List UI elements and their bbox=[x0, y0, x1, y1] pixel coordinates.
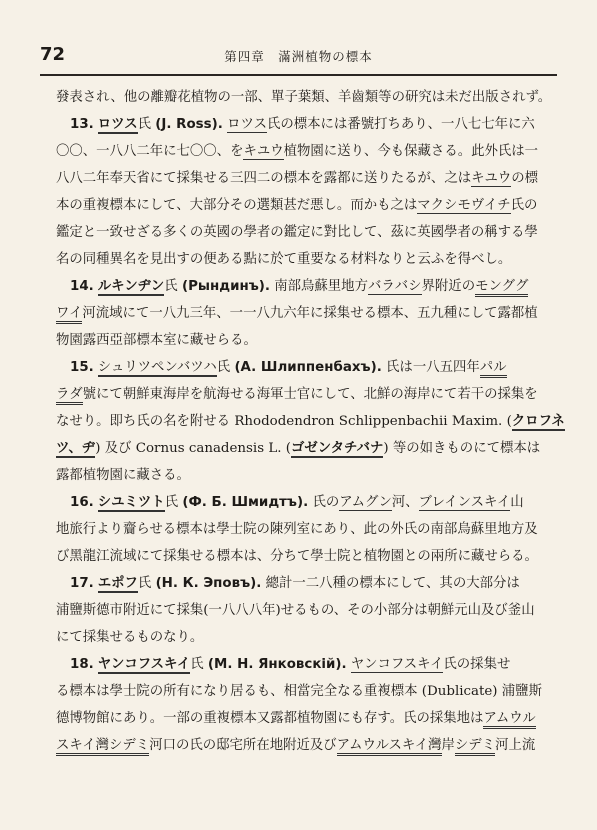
text-line bbox=[56, 219, 557, 246]
collector-name-original: (J. Ross). bbox=[155, 117, 223, 132]
paragraph-text: 界附近の bbox=[421, 279, 476, 294]
paragraph-text: 河口の氏の邸宅所在地附近及び bbox=[149, 738, 337, 753]
entry-17-heading bbox=[56, 570, 557, 597]
paragraph-text: 氏の bbox=[312, 495, 340, 510]
text-line bbox=[56, 408, 565, 435]
honorific: 氏 bbox=[164, 495, 179, 510]
entry-number: 18. bbox=[70, 657, 94, 672]
kana-term: クロフネ bbox=[511, 414, 565, 429]
text-line bbox=[56, 516, 557, 543]
honorific: 氏 bbox=[190, 657, 204, 672]
kana-term: キユウ bbox=[243, 144, 284, 159]
paragraph-text: 〇〇、一八八二年に七〇〇、を bbox=[56, 144, 244, 159]
collector-name-kana: ロツス bbox=[97, 117, 138, 132]
kana-term: スキイ灣 bbox=[56, 738, 109, 756]
paragraph-text: 氏は一八五四年 bbox=[386, 360, 480, 375]
text-line bbox=[56, 435, 557, 462]
collector-name-original: (M. H. Янковскій). bbox=[207, 657, 347, 672]
running-head: 第四章 滿洲植物の標本 bbox=[224, 49, 373, 64]
collector-name-kana: シユミツト bbox=[97, 495, 165, 510]
kana-term: ツ、ヂ bbox=[56, 441, 96, 456]
paragraph-text: 鑑定と一致せざる多くの英國の學者の鑑定に對比して、茲に英國學者の稱する學 bbox=[56, 225, 538, 240]
collector-name-kana: シュリツペンバツハ bbox=[97, 360, 217, 375]
paragraph-text: 八八二年奉天省にて採集せる三四二の標本を露都に送りたるが、之は bbox=[56, 171, 472, 186]
text-line bbox=[56, 246, 557, 273]
paragraph-text: 氏の採集せ bbox=[443, 657, 511, 672]
paragraph-text: 號にて朝鮮東海岸を航海せる海軍士官にして、北鮮の海岸にて若干の採集を bbox=[82, 387, 538, 402]
honorific: 氏 bbox=[164, 279, 178, 294]
paragraph-text: 名の同種異名を見出すの便ある點に於て重要なる材料なりと云ふを得べし。 bbox=[56, 252, 512, 267]
collector-name-kana: ルキンヂン bbox=[97, 279, 165, 294]
entry-15-heading bbox=[56, 354, 557, 381]
text-line bbox=[56, 543, 557, 570]
paragraph-text: 德博物館にあり。一部の重複標本又露都植物園にも存す。氏の採集地は bbox=[56, 711, 484, 726]
paragraph-text: 河流域にて一八九三年、一一八九六年に採集せる標本、五九種にして露都植 bbox=[82, 306, 538, 321]
honorific: 氏 bbox=[216, 360, 231, 375]
body-text bbox=[56, 84, 565, 759]
kana-term: パル bbox=[480, 360, 507, 378]
paragraph-text: なせり。即ち氏の名を附せる Rhododendron Schlippenbachii Maxim. ( bbox=[56, 414, 512, 429]
collector-name-original: (Н. К. Эповъ). bbox=[155, 576, 262, 591]
entry-number: 13. bbox=[70, 117, 94, 132]
paragraph-text: 河、 bbox=[391, 495, 419, 510]
paragraph-text: 氏の標本には番號打ちあり、一八七七年に六 bbox=[266, 117, 535, 132]
paragraph-text: 岸 bbox=[441, 738, 455, 753]
entry-number: 15. bbox=[70, 360, 94, 375]
kana-term: バラバシ bbox=[367, 279, 422, 294]
paragraph-text: 發表され、他の離瓣花植物の一部、單子葉類、羊齒類等の研究は未だ出版されず。 bbox=[56, 90, 552, 105]
text-line bbox=[56, 192, 557, 219]
paragraph-text: 河上流 bbox=[495, 738, 536, 753]
paragraph-text: び黑龍江流域にて採集せる標本は、分ちて學士院と植物園との兩所に藏せらる。 bbox=[56, 549, 538, 564]
paragraph-text: 本の重複標本にして、大部分その選類甚だ悪し。而かも之は bbox=[56, 198, 418, 213]
collector-name-original: (Ф. Б. Шмидтъ). bbox=[182, 495, 309, 510]
entry-16-heading bbox=[56, 489, 557, 516]
paragraph-text: 植物園に送り、今も保藏さる。此外氏は一 bbox=[283, 144, 539, 159]
collector-name-original: (Рындинъ). bbox=[181, 279, 270, 294]
paragraph-text: 物園露西亞部標本室に藏せらる。 bbox=[56, 333, 257, 348]
honorific: 氏 bbox=[137, 576, 152, 591]
kana-term: ラダ bbox=[56, 387, 83, 405]
entry-number: 17. bbox=[70, 576, 94, 591]
text-line bbox=[56, 165, 557, 192]
collector-name-original: (A. Шлиппенбахъ). bbox=[234, 360, 382, 375]
text-line bbox=[56, 84, 557, 111]
kana-term: ワイ bbox=[56, 306, 82, 324]
entry-number: 16. bbox=[70, 495, 94, 510]
text-line bbox=[56, 624, 557, 651]
text-line bbox=[56, 597, 557, 624]
kana-term: マクシモヴイチ bbox=[417, 198, 511, 213]
kana-term: ブレインスキイ bbox=[418, 495, 511, 510]
honorific: 氏 bbox=[137, 117, 152, 132]
text-line bbox=[56, 678, 557, 705]
paragraph-text: ) 及び Cornus canadensis L. ( bbox=[95, 441, 291, 456]
kana-term: アムウル bbox=[483, 711, 535, 729]
kana-term: ゴゼンタチバナ bbox=[290, 441, 384, 456]
kana-term: キユウ bbox=[471, 171, 512, 186]
kana-term: シデミ bbox=[455, 738, 495, 756]
paragraph-text: 山 bbox=[510, 495, 524, 510]
collector-name-kana: エポフ bbox=[97, 576, 138, 591]
page-number: 72 bbox=[40, 44, 66, 65]
text-line bbox=[56, 705, 557, 732]
paragraph-text: る標本は學士院の所有になり居るも、相當完全なる重複標本 (Dublicate) 浦鹽斯 bbox=[56, 684, 542, 699]
entry-13-heading bbox=[56, 111, 557, 138]
paragraph-text: ) 等の如きものにて標本は bbox=[383, 441, 541, 456]
entry-14-heading bbox=[56, 273, 557, 300]
text-line bbox=[56, 381, 557, 408]
kana-term: シデミ bbox=[109, 738, 149, 756]
paragraph-text: 總計一二八種の標本にして、其の大部分は bbox=[265, 576, 520, 591]
collector-name-kana: ヤンコフスキイ bbox=[97, 657, 191, 672]
text-line bbox=[56, 462, 557, 489]
page-header bbox=[40, 38, 557, 76]
kana-term: モンググ bbox=[475, 279, 528, 297]
paragraph-text: 地旅行より齎らせる標本は學士院の陳列室にあり、此の外氏の南部烏蘇里地方及 bbox=[56, 522, 538, 537]
paragraph-text: 南部烏蘇里地方 bbox=[274, 279, 368, 294]
kana-term: アムウルスキイ灣 bbox=[337, 738, 442, 756]
text-line bbox=[56, 138, 557, 165]
paragraph-text: 氏の bbox=[510, 198, 538, 213]
text-line bbox=[56, 300, 557, 327]
entry-number: 14. bbox=[70, 279, 94, 294]
paragraph-text: にて採集せるものなり。 bbox=[56, 630, 204, 645]
paragraph-text: 露都植物園に藏さる。 bbox=[56, 468, 190, 483]
kana-term: アムグン bbox=[339, 495, 392, 510]
kana-term: ロツス bbox=[227, 117, 267, 132]
text-line bbox=[56, 327, 557, 354]
paragraph-text: の標 bbox=[511, 171, 539, 186]
entry-18-heading bbox=[56, 651, 557, 678]
kana-term: ヤンコフスキイ bbox=[350, 657, 444, 672]
text-line bbox=[56, 732, 557, 759]
paragraph-text: 浦鹽斯德市附近にて採集(一八八八年)せるもの、その小部分は朝鮮元山及び釜山 bbox=[56, 603, 535, 618]
